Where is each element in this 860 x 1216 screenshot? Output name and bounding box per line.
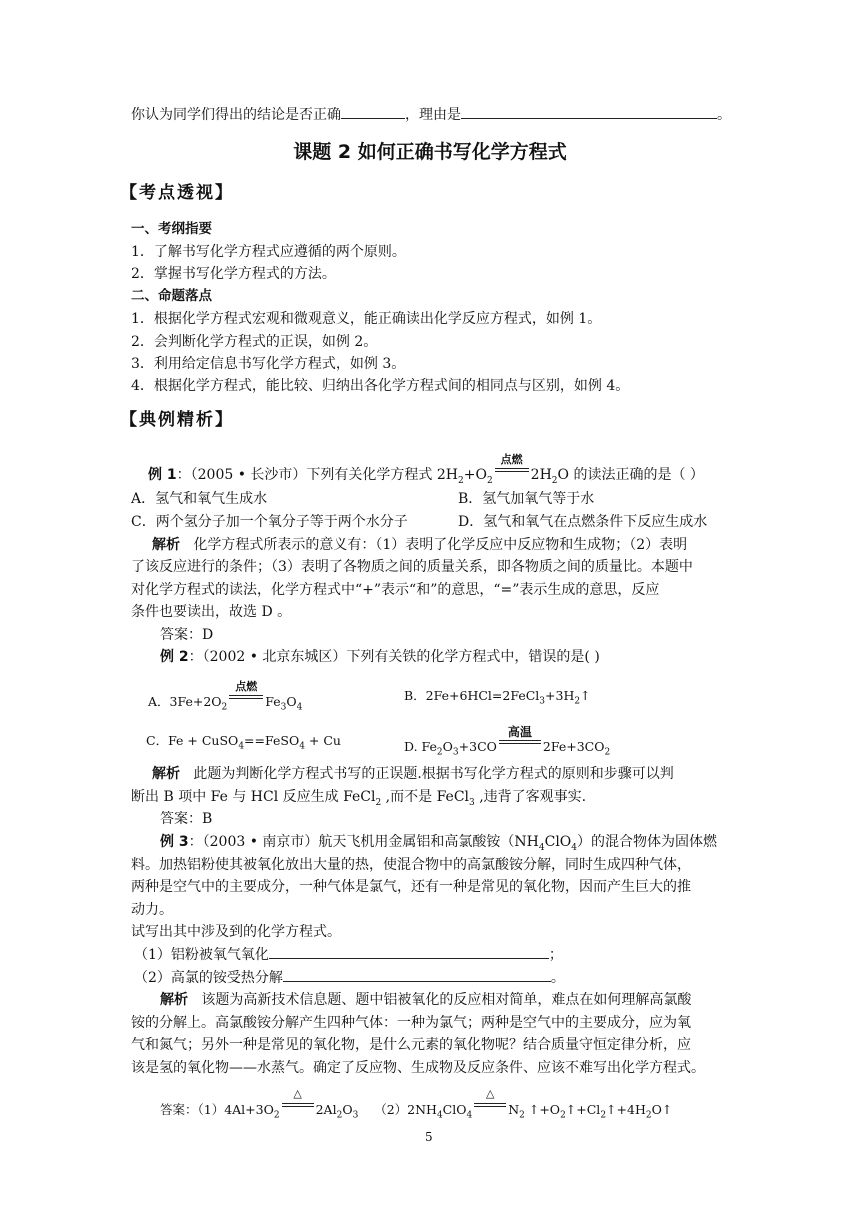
section-heading-examples: 【典例精析】 [120, 410, 234, 430]
example-1-analysis-line-3: 对化学方程式的读法，化学方程式中“+”表示“和”的意思，“=”表示生成的意思，反应 [131, 582, 660, 598]
question-2-blank[interactable] [283, 967, 551, 982]
example-1-answer: 答案：D [160, 627, 214, 643]
subheading-topics: 二、命题落点 [131, 288, 212, 304]
example-2-question: 例 2：（2002 • 北京东城区）下列有关铁的化学方程式中，错误的是( ) [160, 649, 600, 665]
answer-blank-1[interactable] [341, 104, 405, 119]
example-3-line-4: 动力。 [131, 902, 173, 918]
example-2-option-c: C．Fe + CuSO$_4$==FeSO$_4$ + Cu [146, 733, 341, 752]
example-3-line-2: 料。加热铝粉使其被氧化放出大量的热，使混合物中的高氯酸铵分解，同时生成四种气体， [131, 857, 691, 873]
example-1-analysis-line-2: 了该反应进行的条件；（3）表明了各物质之间的质量关系，即各物质之间的质量比。本题中 [131, 559, 693, 575]
example-2-option-d: D. $Fe_2O_3+3CO$ 高温 $2Fe+3CO_2$ [404, 725, 611, 758]
example-1-question: 例 1：（2005 • 长沙市）下列有关化学方程式 $2H_2+O_2$ 点燃 $2H_2O$ 的读法正确的是（ ） [148, 453, 704, 486]
example-2-answer: 答案：B [160, 811, 213, 827]
example-3-question-1: （1）铝粉被氧气氧化 ； [134, 944, 563, 965]
example-3-line-1: 例 3：（2003 • 南京市）航天飞机用金属铝和高氯酸铵$(NH_4ClO_4)$的混合物体为固体燃 [160, 834, 718, 853]
topic-item-2: 2．会判断化学方程式的正误，如例 2。 [131, 334, 378, 350]
subheading-syllabus: 一、考纲指要 [131, 221, 212, 237]
example-3-analysis-line-2: 铵的分解上。高氯酸铵分解产生四种气体：一种为氯气；两种是空气中的主要成分，应为氧 [131, 1015, 691, 1031]
page-number: 5 [425, 1130, 433, 1144]
question-1-blank[interactable] [269, 944, 549, 959]
topic-item-1: 1．根据化学方程式宏观和微观意义，能正确读出化学反应方程式，如例 1。 [131, 311, 602, 327]
example-2-analysis-line-1: 解析 此题为判断化学方程式书写的正误题.根据书写化学方程式的原则和步骤可以判 [152, 766, 674, 782]
option-a: A．氢气和氧气生成水 [131, 491, 268, 507]
example-3-question-2: （2）高氯的铵受热分解 。 [134, 967, 565, 988]
option-d: D．氢气和氧气在点燃条件下反应生成水 [458, 514, 708, 530]
reaction-condition: 点燃 [493, 459, 531, 479]
section-heading-exam-points: 【考点透视】 [120, 183, 234, 203]
example-3-line-5: 试写出其中涉及到的化学方程式。 [131, 924, 341, 940]
example-1-analysis-line-4: 条件也要读出，故选 D 。 [131, 604, 292, 620]
example-2-analysis-line-2: 断出 B 项中 Fe 与 HCl 反应生成 FeCl$_2$ ,而不是 FeCl$_3$ ,违背了客观事实. [131, 789, 587, 808]
requirement-item-1: 1．了解书写化学方程式应遵循的两个原则。 [131, 244, 406, 260]
conclusion-question-line: 你认为同学们得出的结论是否正确 ，理由是 。 [131, 104, 731, 125]
option-c: C．两个氢分子加一个氧分子等于两个水分子 [131, 514, 408, 530]
example-3-analysis-line-4: 该是氢的氧化物——水蒸气。确定了反应物、生成物及反应条件、应该不难写出化学方程式。 [131, 1060, 705, 1076]
example-2-option-b: B．$2Fe+6HCl=2FeCl_3+3H_2↑$ [404, 688, 591, 707]
topic-item-4: 4．根据化学方程式，能比较、归纳出各化学方程式间的相同点与区别，如例 4。 [131, 378, 630, 394]
example-3-answer: 答案：$(1)4Al+3O_2$ △ $2Al_2O_3$ $(2)2NH_4ClO_4$ △ $N_2$ $↑+O_2↑+Cl_2↑+4H_2O↑$ [160, 1087, 673, 1121]
page-title: 课题 2 如何正确书写化学方程式 [293, 141, 567, 163]
example-3-analysis-line-1: 解析 该题为高新技术信息题、题中铝被氧化的反应相对简单，难点在如何理解高氯酸 [160, 992, 692, 1008]
answer-blank-2[interactable] [461, 104, 717, 119]
example-3-line-3: 两种是空气中的主要成分，一种气体是氯气，还有一种是常见的氧化物，因而产生巨大的推 [131, 879, 691, 895]
example-2-option-a: A．$3Fe+2O_2$ 点燃 $Fe_3O_4$ [148, 680, 303, 713]
example-3-analysis-line-3: 气和氮气；另外一种是常见的氧化物，是什么元素的氧化物呢？结合质量守恒定律分析，应 [131, 1037, 691, 1053]
option-b: B．氢气加氧气等于水 [458, 491, 595, 507]
topic-item-3: 3．利用给定信息书写化学方程式，如例 3。 [131, 356, 406, 372]
example-1-analysis-line-1: 解析 化学方程式所表示的意义有：（1）表明了化学反应中反应物和生成物；（2）表明 [152, 537, 688, 553]
requirement-item-2: 2．掌握书写化学方程式的方法。 [131, 266, 336, 282]
